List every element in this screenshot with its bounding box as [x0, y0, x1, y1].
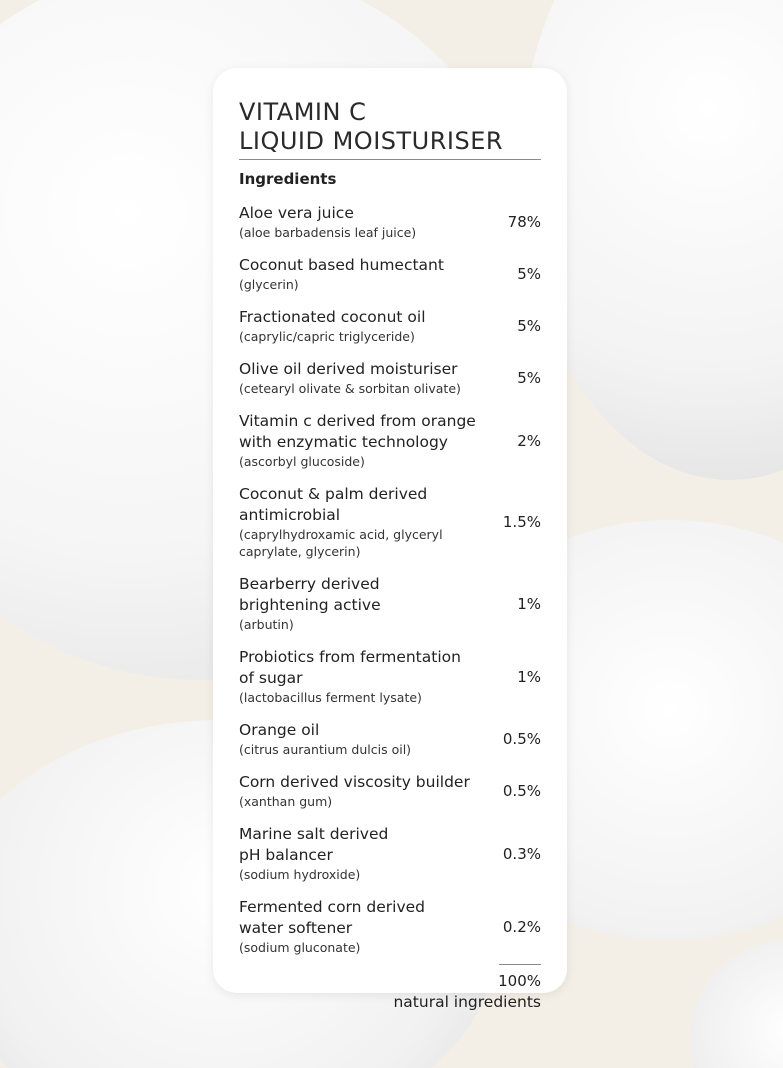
ingredient-name: brightening active — [239, 596, 381, 614]
ingredient-text — [239, 307, 513, 345]
ingredient-row — [239, 720, 541, 758]
ingredient-text — [239, 484, 499, 560]
ingredient-name: Vitamin c derived from orange — [239, 412, 476, 430]
total-divider — [499, 964, 541, 965]
ingredient-name: Olive oil derived moisturiser — [239, 360, 458, 378]
title-divider — [239, 159, 541, 160]
ingredient-row — [239, 824, 541, 883]
product-title-line: VITAMIN C — [239, 98, 367, 126]
ingredient-inci-name: (sodium hydroxide) — [239, 867, 361, 882]
ingredient-row — [239, 203, 541, 241]
ingredient-percent: 0.5% — [502, 730, 541, 748]
ingredient-row — [239, 359, 541, 397]
ingredient-name: water softener — [239, 919, 353, 937]
ingredient-inci-name: (caprylhydroxamic acid, glyceryl — [239, 527, 443, 542]
ingredient-percent: 5% — [517, 317, 541, 335]
ingredient-inci-name: (caprylic/capric triglyceride) — [239, 329, 415, 344]
ingredient-percent: 5% — [517, 265, 541, 283]
ingredient-percent: 0.3% — [502, 844, 541, 863]
ingredient-row — [239, 897, 541, 956]
ingredient-percent: 2% — [517, 431, 541, 450]
ingredient-text — [239, 359, 513, 397]
ingredient-row — [239, 647, 541, 706]
ingredient-inci-name: (cetearyl olivate & sorbitan olivate) — [239, 381, 461, 396]
ingredient-percent: 78% — [507, 213, 541, 231]
ingredient-name: Fractionated coconut oil — [239, 308, 426, 326]
ingredient-inci-name: (xanthan gum) — [239, 794, 333, 809]
ingredient-list — [239, 203, 541, 956]
ingredient-name: Coconut & palm derived — [239, 485, 428, 503]
ingredients-card — [213, 68, 567, 1011]
ingredient-text — [239, 255, 513, 293]
ingredient-row — [239, 255, 541, 293]
ingredient-text — [239, 574, 513, 633]
product-title — [239, 98, 541, 156]
ingredient-name: Marine salt derived — [239, 825, 389, 843]
ingredient-inci-name: (arbutin) — [239, 617, 294, 632]
ingredient-name: Orange oil — [239, 721, 320, 739]
ingredient-name: Bearberry derived — [239, 575, 380, 593]
total-percent: 100% — [498, 972, 541, 990]
ingredient-row — [239, 484, 541, 560]
ingredient-inci-name: (aloe barbadensis leaf juice) — [239, 225, 417, 240]
ingredient-percent: 5% — [517, 369, 541, 387]
cream-blob — [690, 940, 783, 1068]
ingredient-percent: 1.5% — [502, 513, 541, 531]
ingredient-name: Corn derived viscosity builder — [239, 773, 470, 791]
ingredient-row — [239, 574, 541, 633]
ingredient-text — [239, 897, 499, 956]
ingredient-text — [239, 772, 499, 810]
ingredient-percent: 1% — [517, 667, 541, 686]
ingredient-name: of sugar — [239, 669, 303, 687]
ingredient-text — [239, 647, 513, 706]
ingredient-text — [239, 720, 499, 758]
ingredient-name: with enzymatic technology — [239, 433, 448, 451]
ingredient-row — [239, 772, 541, 810]
ingredient-percent: 0.2% — [502, 917, 541, 936]
ingredient-percent: 0.5% — [502, 782, 541, 800]
ingredient-row — [239, 411, 541, 470]
ingredient-text — [239, 411, 513, 470]
ingredient-inci-name: (glycerin) — [239, 277, 299, 292]
ingredient-inci-name: (citrus aurantium dulcis oil) — [239, 742, 412, 757]
ingredient-name: Aloe vera juice — [239, 204, 354, 222]
ingredient-name: Fermented corn derived — [239, 898, 425, 916]
ingredient-inci-name: (lactobacillus ferment lysate) — [239, 690, 422, 705]
ingredient-text — [239, 203, 504, 241]
ingredient-inci-name: (sodium gluconate) — [239, 940, 361, 955]
ingredient-name: pH balancer — [239, 846, 333, 864]
ingredient-row — [239, 307, 541, 345]
ingredient-name: Coconut based humectant — [239, 256, 444, 274]
ingredient-inci-name: (ascorbyl glucoside) — [239, 454, 365, 469]
total-label: natural ingredients — [393, 993, 541, 1011]
product-title-line: LIQUID MOISTURISER — [239, 127, 504, 155]
ingredient-name: Probiotics from fermentation — [239, 648, 461, 666]
ingredient-percent: 1% — [517, 594, 541, 613]
ingredient-inci-name: caprylate, glycerin) — [239, 544, 361, 559]
ingredient-text — [239, 824, 499, 883]
ingredients-heading: Ingredients — [239, 170, 337, 188]
ingredient-name: antimicrobial — [239, 506, 341, 524]
